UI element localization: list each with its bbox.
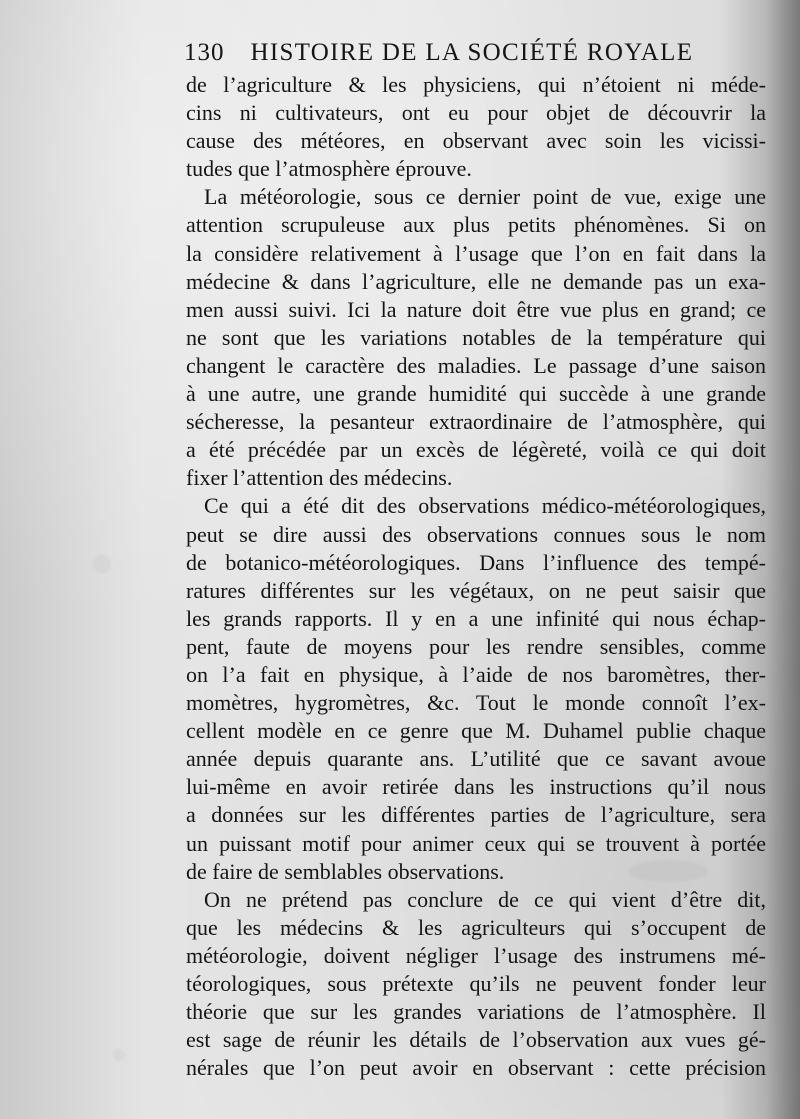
text-line: un puissant motif pour animer ceux qui se trouvent à portée xyxy=(186,830,766,856)
text-line: théorie que sur les grandes variations de l’atmosphère. Il xyxy=(186,999,766,1025)
text-line: changent le caractère des maladies. Le passage d’une saison xyxy=(186,352,766,378)
text-line: men aussi suivi. Ici la nature doit être vue plus en grand; ce xyxy=(186,296,766,322)
text-line: que les médecins & les agriculteurs qui s’occupent de xyxy=(186,914,766,940)
text-line: cins ni cultivateurs, ont eu pour objet de découvrir la xyxy=(186,100,766,126)
text-line: attention scrupuleuse aux plus petits phénomènes. Si on xyxy=(186,212,766,238)
text-line: peut se dire aussi des observations connues sous le nom xyxy=(186,521,766,547)
text-line: nérales que l’on peut avoir en observant : cette précision xyxy=(186,1055,766,1081)
text-line: tudes que l’atmosphère éprouve. xyxy=(186,156,472,182)
text-line: pent, faute de moyens pour les rendre sensibles, comme xyxy=(186,633,766,659)
text-line: momètres, hygromètres, &c. Tout le monde connoît l’ex- xyxy=(186,690,766,716)
text-line: On ne prétend pas conclure de ce qui vient d’être dit, xyxy=(204,886,766,912)
text-line: cellent modèle en ce genre que M. Duhamel publie chaque xyxy=(186,718,766,744)
text-line: ne sont que les variations notables de la température qui xyxy=(186,324,766,350)
text-line: lui-même en avoir retirée dans les instructions qu’il nous xyxy=(186,774,766,800)
text-line: les grands rapports. Il y en a une infinité qui nous échap- xyxy=(186,605,766,631)
text-line: est sage de réunir les détails de l’observation aux vues gé- xyxy=(186,1027,766,1053)
text-line: ratures différentes sur les végétaux, on ne peut saisir que xyxy=(186,577,766,603)
page-header xyxy=(184,39,759,67)
text-line: médecine & dans l’agriculture, elle ne demande pas un exa- xyxy=(186,268,766,294)
text-line: météorologie, doivent négliger l’usage des instrumens mé- xyxy=(186,942,766,968)
text-line: année depuis quarante ans. L’utilité que ce savant avoue xyxy=(186,746,766,772)
main-text xyxy=(186,71,766,1082)
text-line: téorologiques, sous prétexte qu’ils ne peuvent fonder leur xyxy=(186,971,766,996)
text-line: Ce qui a été dit des observations médico-météorologiques, xyxy=(204,493,766,519)
paper-spot xyxy=(113,1049,125,1061)
text-line: à une autre, une grande humidité qui succède à une grande xyxy=(186,381,766,407)
text-line: on l’a fait en physique, à l’aide de nos baromètres, ther- xyxy=(186,661,766,687)
paper-spot xyxy=(93,555,111,573)
text-line: de faire de semblables observations. xyxy=(186,858,505,884)
text-line: sécheresse, la pesanteur extraordinaire de l’atmosphère, qui xyxy=(186,409,766,435)
text-line: de botanico-météorologiques. Dans l’influence des tempé- xyxy=(186,549,766,575)
text-line: la considère relativement à l’usage que l’on en fait dans la xyxy=(186,240,766,266)
page-number: 130 xyxy=(184,39,225,66)
text-line: a données sur les différentes parties de l’agriculture, sera xyxy=(186,802,766,828)
text-line: a été précédée par un excès de légèreté, voilà ce qui doit xyxy=(186,437,766,463)
text-line: La météorologie, sous ce dernier point de vue, exige une xyxy=(204,184,766,210)
page-edge-shadow xyxy=(766,0,800,1119)
running-title: HISTOIRE DE LA SOCIÉTÉ ROYALE xyxy=(250,39,694,66)
text-line: fixer l’attention des médecins. xyxy=(186,465,453,491)
text-line: de l’agriculture & les physiciens, qui n’étoient ni méde- xyxy=(186,72,766,97)
text-line: cause des météores, en observant avec soin les vicissi- xyxy=(186,128,766,154)
